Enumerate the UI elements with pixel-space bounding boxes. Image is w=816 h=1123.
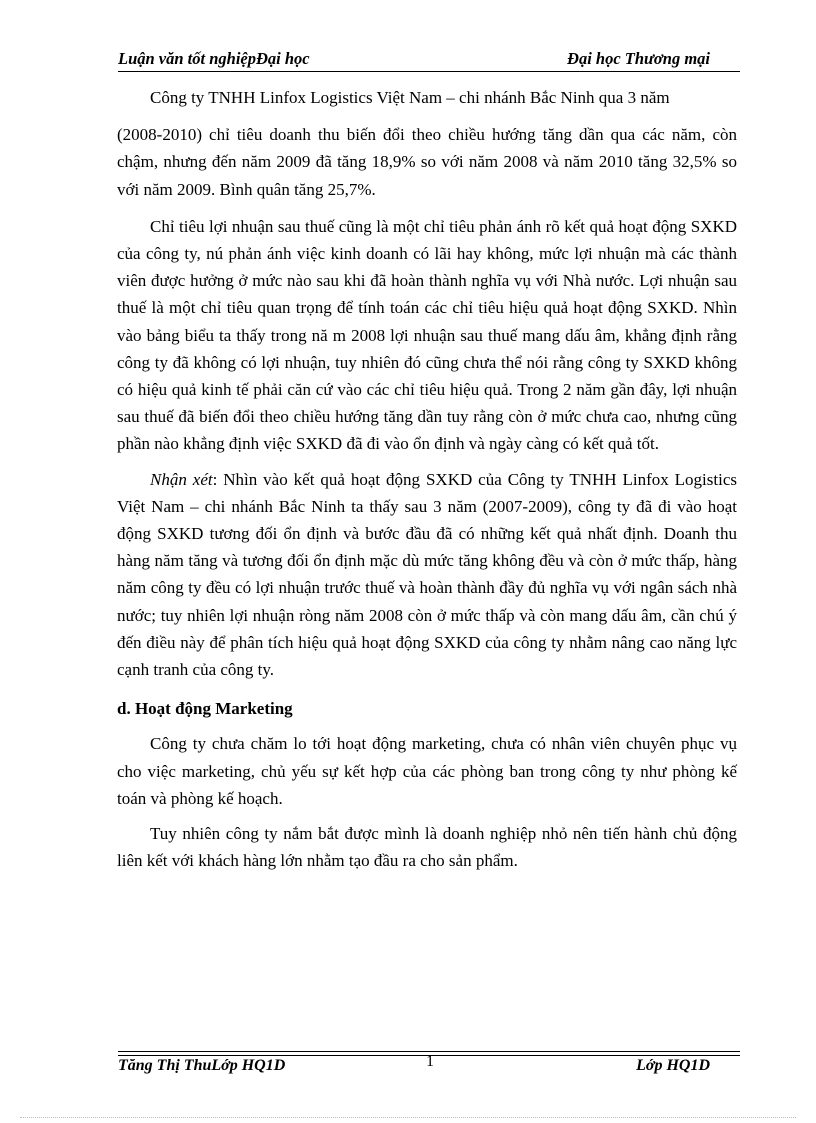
section-heading-marketing: d. Hoạt động Marketing [117, 699, 293, 719]
paragraph-4: Công ty chưa chăm lo tới hoạt động marketing, chưa có nhân viên chuyên phục vụ cho việc marketing, chủ yếu sự kết hợp của các phòng ban trong công ty như phòng kế toán và phòng kế hoạch. [117, 734, 737, 808]
paragraph-1-first-line: Công ty TNHH Linfox Logistics Việt Nam – chi nhánh Bắc Ninh qua 3 năm [150, 88, 670, 107]
page-footer [118, 1053, 740, 1079]
page-number: 1 [426, 1053, 434, 1070]
page-header [118, 49, 740, 71]
remark-text: : Nhìn vào kết quả hoạt động SXKD của Công ty TNHH Linfox Logistics Việt Nam – chi nhánh Bắc Ninh ta thấy sau 3 năm (2007-2009), công ty đã đi vào hoạt động SXKD tương đối ổn định và bước đầu đã có những kết quả nhất định. Doanh thu hàng năm tăng và tương đối ổn định mặc dù mức tăng không đều và còn ở mức thấp, hàng năm công ty đều có lợi nhuận trước thuế và hoàn thành đầy đủ nghĩa vụ với ngân sách nhà nước; tuy nhiên lợi nhuận ròng năm 2008 còn ở mức thấp và còn mang dấu âm, cần chú ý đến điều này để phân tích hiệu quả hoạt động SXKD của công ty nhằm nâng cao năng lực cạnh tranh của công ty. [117, 469, 738, 680]
document-body [117, 84, 737, 874]
footer-left-text: Tăng Thị ThuLớp HQ1D [118, 1057, 286, 1074]
remark-label: Nhận xét [150, 469, 213, 489]
paragraph-2: Chỉ tiêu lợi nhuận sau thuế cũng là một chỉ tiêu phản ánh rõ kết quả hoạt động SXKD của công ty, nú phản ánh việc kinh doanh có lãi hay không, mức lợi nhuận mà các thành viên được hưởng ở mức nào sau khi đã hoàn thành nghĩa vụ với Nhà nước. Lợi nhuận sau thuế là một chỉ tiêu quan trọng để tính toán các chỉ tiêu hiệu quả hoạt động SXKD. Nhìn vào bảng biểu ta thấy trong nă m 2008 lợi nhuận sau thuế mang dấu âm, khẳng định rằng công ty đã không có lợi nhuận, tuy nhiên đó cũng chưa thể nói rằng công ty SXKD không có hiệu quả kinh tế phải căn cứ vào các chỉ tiêu hiệu quả. Trong 2 năm gần đây, lợi nhuận sau thuế đã biến đổi theo chiều hướng tăng dần tuy rằng còn ở mức chưa cao, nhưng cũng phần nào khẳng định việc SXKD đã đi vào ổn định và ngày càng có kết quả tốt. [117, 216, 737, 454]
header-divider [118, 71, 740, 72]
footer-right-text: Lớp HQ1D [636, 1057, 710, 1074]
paragraph-3 [117, 466, 737, 684]
header-left-text: Luận văn tốt nghiệpĐại học [118, 49, 310, 68]
paragraph-1-continued: (2008-2010) chỉ tiêu doanh thu biến đổi theo chiều hướng tăng dần qua các năm, còn chậm, nhưng đến năm 2009 đã tăng 18,9% so với năm 2008 và năm 2010 tăng 32,5% so với năm 2009. Bình quân tăng 25,7%. [117, 125, 737, 199]
footer-divider-top [118, 1051, 740, 1052]
header-right-text: Đại học Thương mại [567, 49, 710, 68]
paragraph-5: Tuy nhiên công ty nắm bắt được mình là doanh nghiệp nhỏ nên tiến hành chủ động liên kết với khách hàng lớn nhằm tạo đầu ra cho sản phẩm. [117, 824, 737, 871]
page-boundary-dots [20, 1117, 796, 1118]
